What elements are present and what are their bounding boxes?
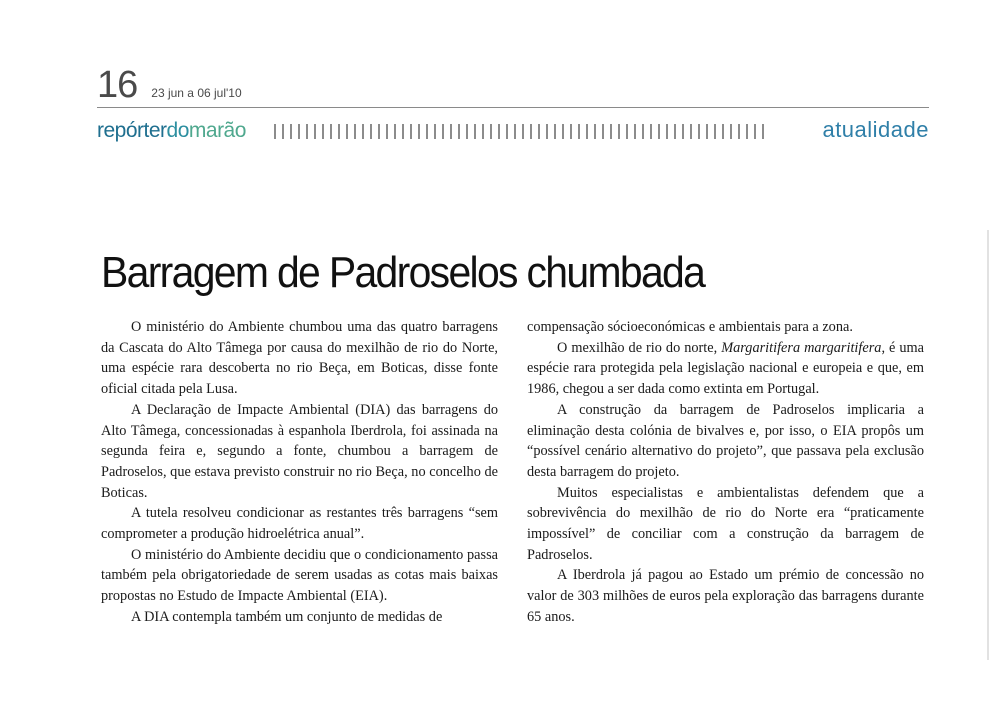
decorative-tick-bar [274,124,764,139]
paragraph-text: , é uma espécie rara protegida pela legislação nacional e europeia e que, em 1986, chegou a ser dada como extinta em Portugal. [527,339,924,398]
page-edge-shadow [987,230,989,660]
masthead-logo [97,119,246,143]
page-number: 16 [97,64,138,106]
article-paragraph [527,338,924,400]
article-paragraph: O ministério do Ambiente chumbou uma das quatro barragens da Cascata do Alto Tâmega por causa do mexilhão de rio do Norte, uma espécie rara descoberta no rio Beça, em Boticas, disse fonte oficial citada pela Lusa. [101,319,498,398]
article-paragraph: A construção da barragem de Padroselos implicaria a eliminação desta colónia de bivalves e, por isso, o EIA propôs um “possível cenário alternativo do projeto”, que passava pela exclusão desta barragem do projeto. [527,401,924,480]
paragraph-text: O mexilhão de rio do norte, [557,339,722,356]
article-paragraph-continued: compensação sócioeconómicas e ambientais para a zona. [527,319,853,335]
masthead-part-reporter: repórter [97,119,167,142]
article-column-2 [527,317,924,628]
article-headline: Barragem de Padroselos chumbada [101,248,705,297]
masthead-part-marao: marão [188,119,246,142]
article-paragraph: O ministério do Ambiente decidiu que o condicionamento passa também pela obrigatoriedade de serem usadas as cotas mais baixas propostas no Estudo de Impacte Ambiental (EIA). [101,546,498,605]
article-paragraph: Muitos especialistas e ambientalistas defendem que a sobrevivência do mexilhão de rio do Norte era “praticamente impossível” de conciliar com a construção da barragem de Padroselos. [527,484,924,563]
article-paragraph: A Iberdrola já pagou ao Estado um prémio de concessão no valor de 303 milhões de euros pela exploração das barragens durante 65 anos. [527,567,924,625]
issue-date: 23 jun a 06 jul'10 [151,86,242,100]
header-rule [97,107,929,108]
masthead-part-do: do [166,119,189,142]
article-paragraph: A DIA contempla também um conjunto de medidas de [131,608,443,625]
section-label: atualidade [822,117,929,142]
article-column-1 [101,317,498,628]
species-name: Margaritifera margaritifera [721,339,882,356]
article-paragraph: A Declaração de Impacte Ambiental (DIA) das barragens do Alto Tâmega, concessionadas à espanhola Iberdrola, foi assinada na segunda feira e, segundo a fonte, chumbou a barragem de Padroselos, que estava previsto construir no rio Beça, no concelho de Boticas. [101,401,498,501]
article-paragraph: A tutela resolveu condicionar as restantes três barragens “sem comprometer a produção hidroelétrica anual”. [101,505,498,543]
page-header [97,66,242,104]
